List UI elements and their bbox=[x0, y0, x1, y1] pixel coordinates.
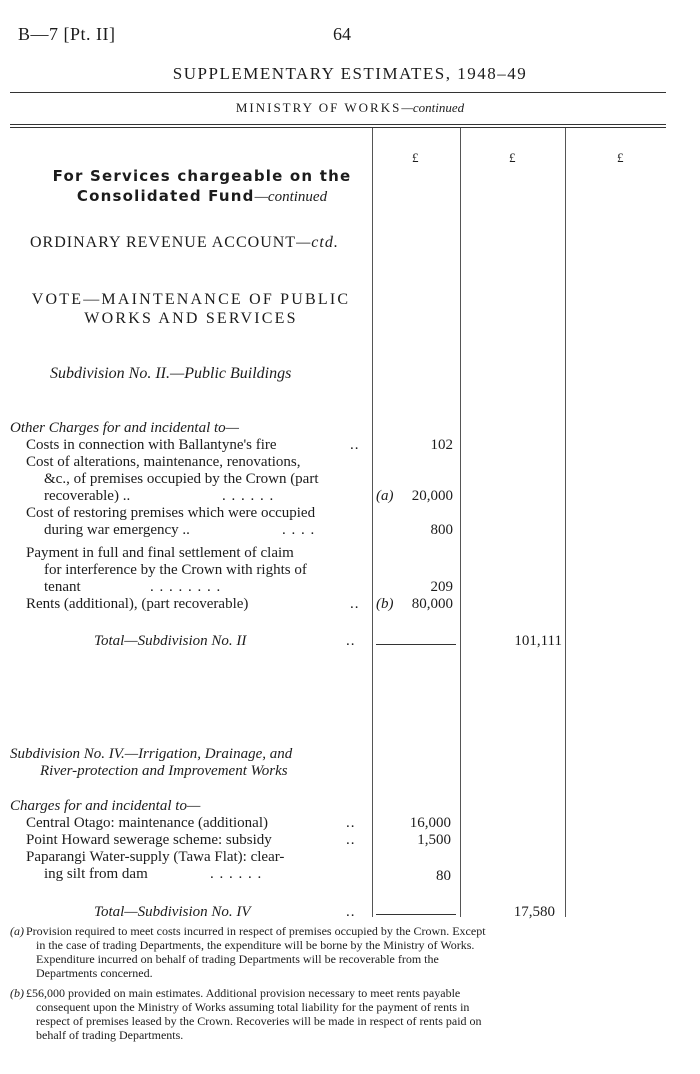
ministry-rule bbox=[10, 124, 666, 125]
services-heading bbox=[12, 166, 392, 207]
sub2-item-3-line-2: tenant bbox=[44, 579, 81, 595]
sub2-item-4-amount: 80,000 bbox=[411, 596, 453, 612]
account-name: ORDINARY REVENUE ACCOUNT bbox=[30, 234, 297, 251]
sub2-item-2-amount: 800 bbox=[430, 522, 453, 538]
footnote-b-line-3: behalf of trading Departments. bbox=[36, 1028, 184, 1042]
sub2-item-4-line-0: Rents (additional), (part recoverable) bbox=[26, 596, 249, 612]
column-rule-3 bbox=[565, 128, 566, 917]
column-header-3: £ bbox=[617, 150, 624, 165]
sub2-item-1-line-1: &c., of premises occupied by the Crown (part bbox=[44, 471, 319, 487]
page-reference: B—7 [Pt. II] bbox=[18, 24, 116, 44]
subdivision-2-heading: Subdivision No. II.—Public Buildings bbox=[50, 365, 292, 382]
sub4-item-1-dots: .. bbox=[346, 832, 356, 848]
subdivision-4-total-label: Total—Subdivision No. IV bbox=[94, 904, 251, 920]
sub2-item-4-marker: (b) bbox=[376, 596, 394, 612]
vote-heading-line1: VOTE—MAINTENANCE OF PUBLIC bbox=[31, 291, 351, 308]
sub2-item-4-dots: .. bbox=[350, 596, 360, 612]
footnote-a-line-1: in the case of trading Departments, the expenditure will be borne by the Ministry of Works. bbox=[36, 938, 475, 952]
footnote-b-line-1: consequent upon the Ministry of Works assuming total liability for the payment of rents in bbox=[36, 1000, 470, 1014]
sub2-item-0-line-0: Costs in connection with Ballantyne's fire bbox=[26, 437, 277, 453]
sub2-item-1-amount: 20,000 bbox=[411, 488, 453, 504]
column-rule-2 bbox=[460, 128, 461, 917]
sub2-item-3-amount: 209 bbox=[430, 579, 453, 595]
sub2-item-1-line-0: Cost of alterations, maintenance, renovations, bbox=[26, 454, 301, 470]
page-number: 64 bbox=[333, 24, 351, 44]
sub4-item-2-dots: . . . . . . bbox=[210, 866, 263, 882]
sub2-item-1-line-2: recoverable) .. bbox=[44, 488, 131, 504]
services-heading-line2 bbox=[12, 186, 392, 207]
sub4-item-2-line-1: ing silt from dam bbox=[44, 866, 148, 882]
services-continued: —continued bbox=[254, 189, 328, 205]
sub2-item-2-line-1: during war emergency .. bbox=[44, 522, 190, 538]
sub2-item-1-dots: . . . . . . bbox=[222, 488, 275, 504]
column-header-1: £ bbox=[412, 150, 419, 165]
account-continued: —ctd. bbox=[296, 234, 339, 251]
footnote-b-label: (b) bbox=[10, 986, 24, 1000]
sub2-item-3-line-0: Payment in full and final settlement of claim bbox=[26, 545, 294, 561]
footnote-a-line-0: Provision required to meet costs incurred in respect of premises occupied by the Crown. Except bbox=[26, 924, 486, 938]
vote-heading-line2: WORKS AND SERVICES bbox=[84, 310, 298, 327]
services-heading-line1: For Services chargeable on the bbox=[52, 167, 352, 185]
ministry-name: MINISTRY OF WORKS bbox=[235, 100, 402, 115]
subdivision-2-total-label: Total—Subdivision No. II bbox=[94, 633, 247, 649]
vote-heading bbox=[10, 290, 372, 328]
ministry-continued: —continued bbox=[401, 100, 465, 115]
sub4-item-2-line-0: Paparangi Water-supply (Tawa Flat): clear- bbox=[26, 849, 285, 865]
subdivision-4-heading-line2: River-protection and Improvement Works bbox=[40, 763, 288, 779]
footnote-a bbox=[10, 924, 666, 980]
subdivision-4-charges-heading: Charges for and incidental to— bbox=[10, 798, 201, 814]
title-rule bbox=[10, 92, 666, 93]
sub4-item-0-amount: 16,000 bbox=[409, 815, 451, 831]
footnote-b-line-0: £56,000 provided on main estimates. Additional provision necessary to meet rents payable bbox=[26, 986, 461, 1000]
sub2-item-3-line-1: for interference by the Crown with rights of bbox=[44, 562, 307, 578]
footnote-a-line-2: Expenditure incurred on behalf of trading Departments will be recoverable from the bbox=[36, 952, 439, 966]
consolidated-fund: Consolidated Fund bbox=[76, 187, 255, 205]
sub2-item-2-dots: . . . . bbox=[282, 522, 316, 538]
subdivision-4-total-dots: .. bbox=[346, 904, 356, 920]
subdivision-2-charges-heading: Other Charges for and incidental to— bbox=[10, 420, 240, 436]
sub2-item-2-line-0: Cost of restoring premises which were occupied bbox=[26, 505, 316, 521]
column-rule-1 bbox=[372, 128, 373, 917]
sub2-item-1-marker: (a) bbox=[376, 488, 394, 504]
sub4-item-1-line-0: Point Howard sewerage scheme: subsidy bbox=[26, 832, 272, 848]
subdivision-2-total-dots: .. bbox=[346, 633, 356, 649]
footnote-b-line-2: respect of premises leased by the Crown. Recoveries will be made in respect of rents paid on bbox=[36, 1014, 482, 1028]
account-heading bbox=[30, 234, 339, 252]
subdivision-2-total-rule bbox=[376, 644, 456, 645]
subdivision-2-total: 101,111 bbox=[514, 633, 562, 649]
column-header-2: £ bbox=[509, 150, 516, 165]
sub4-item-0-line-0: Central Otago: maintenance (additional) bbox=[26, 815, 268, 831]
footnote-b bbox=[10, 986, 666, 1042]
sub4-item-0-dots: .. bbox=[346, 815, 356, 831]
ministry-rule-lower bbox=[10, 127, 666, 128]
footnote-a-line-3: Departments concerned. bbox=[36, 966, 153, 980]
subdivision-4-total-rule bbox=[376, 914, 456, 915]
subdivision-4-heading-line1: Subdivision No. IV.—Irrigation, Drainage, and bbox=[10, 746, 293, 762]
sub4-item-2-amount: 80 bbox=[436, 868, 451, 884]
sub2-item-3-dots: . . . . . . . . bbox=[150, 579, 222, 595]
page-title: SUPPLEMENTARY ESTIMATES, 1948–49 bbox=[172, 64, 528, 83]
sub4-item-1-amount: 1,500 bbox=[417, 832, 451, 848]
ministry-heading bbox=[0, 100, 700, 116]
sub2-item-0-amount: 102 bbox=[430, 437, 453, 453]
footnote-a-label: (a) bbox=[10, 924, 24, 938]
subdivision-4-total: 17,580 bbox=[513, 904, 555, 920]
sub2-item-0-dots: .. bbox=[350, 437, 360, 453]
